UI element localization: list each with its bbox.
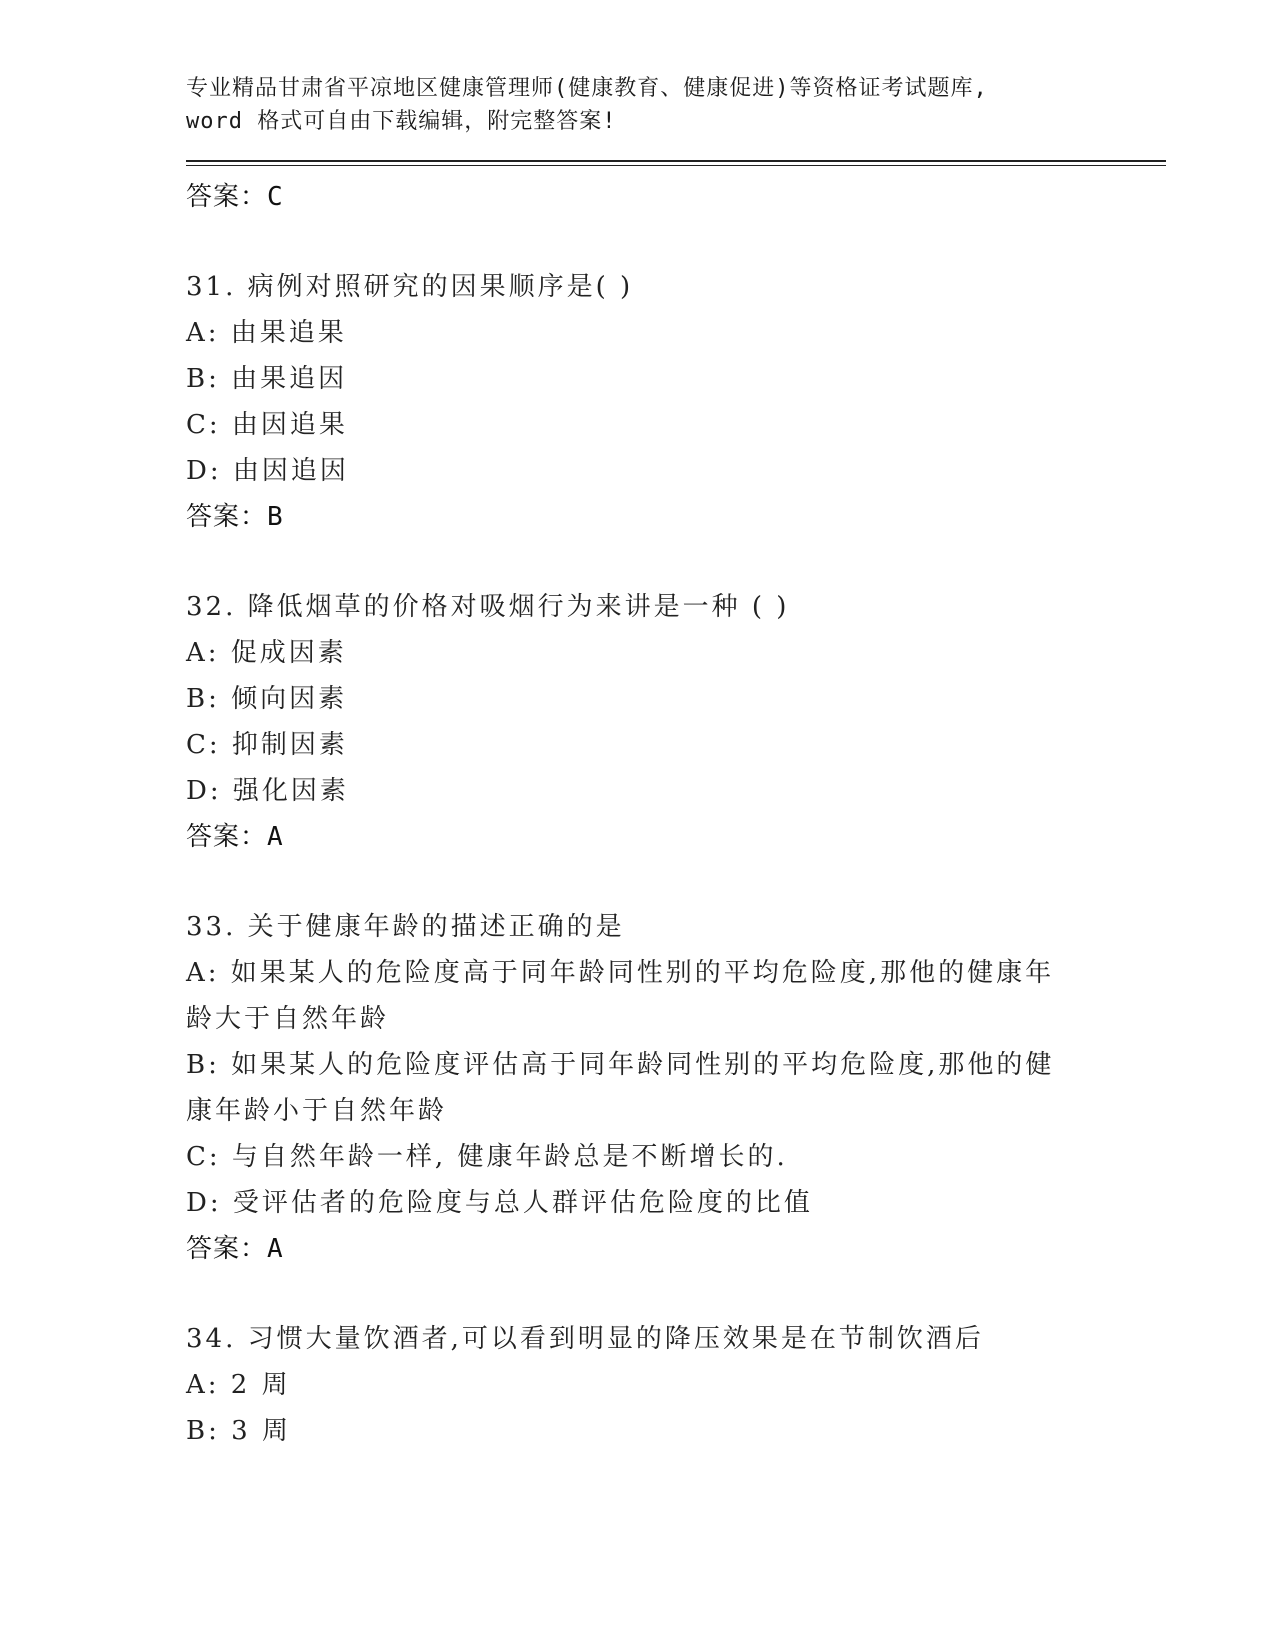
answer-label: 答案： [186, 502, 268, 532]
option-b: B: 如果某人的危险度评估高于同年龄同性别的平均危险度,那他的健康年龄小于自然年龄 [186, 1050, 1055, 1126]
question-32 [186, 584, 1166, 860]
option-c: C: 抑制因素 [186, 730, 348, 760]
option-a: A: 2 周 [186, 1370, 291, 1400]
document-header [186, 72, 1166, 138]
option-a: A: 促成因素 [186, 638, 347, 668]
option-b: B: 由果追因 [186, 364, 348, 394]
question-34 [186, 1316, 1166, 1454]
answer-value: C [267, 182, 284, 212]
question-title: 31. 病例对照研究的因果顺序是( ) [186, 272, 634, 302]
option-a: A: 如果某人的危险度高于同年龄同性别的平均危险度,那他的健康年龄大于自然年龄 [186, 958, 1055, 1034]
answer-value: A [267, 1234, 284, 1264]
answer-line [186, 174, 1166, 220]
answer-line [186, 1226, 1166, 1272]
header-divider [186, 160, 1166, 166]
option-b: B: 3 周 [186, 1416, 291, 1446]
answer-value: B [267, 502, 284, 532]
question-33 [186, 904, 1166, 1272]
question-title: 32. 降低烟草的价格对吸烟行为来讲是一种 ( ) [186, 592, 790, 622]
option-c: C: 由因追果 [186, 410, 348, 440]
option-d: D: 强化因素 [186, 776, 349, 806]
header-line-2: word 格式可自由下载编辑，附完整答案! [186, 109, 617, 134]
question-title: 34. 习惯大量饮酒者,可以看到明显的降压效果是在节制饮酒后 [186, 1324, 984, 1354]
answer-label: 答案： [186, 182, 268, 212]
document-page [186, 72, 1166, 1454]
option-c: C: 与自然年龄一样, 健康年龄总是不断增长的. [186, 1142, 788, 1172]
header-line-1: 专业精品甘肃省平凉地区健康管理师(健康教育、健康促进)等资格证考试题库, [186, 76, 988, 101]
question-31 [186, 264, 1166, 540]
option-b: B: 倾向因素 [186, 684, 348, 714]
answer-line [186, 814, 1166, 860]
answer-label: 答案： [186, 1234, 268, 1264]
option-d: D: 由因追因 [186, 456, 349, 486]
answer-line [186, 494, 1166, 540]
option-d: D: 受评估者的危险度与总人群评估危险度的比值 [186, 1188, 813, 1218]
question-title: 33. 关于健康年龄的描述正确的是 [186, 912, 625, 942]
option-a: A: 由果追果 [186, 318, 347, 348]
answer-value: A [267, 822, 284, 852]
answer-label: 答案： [186, 822, 268, 852]
